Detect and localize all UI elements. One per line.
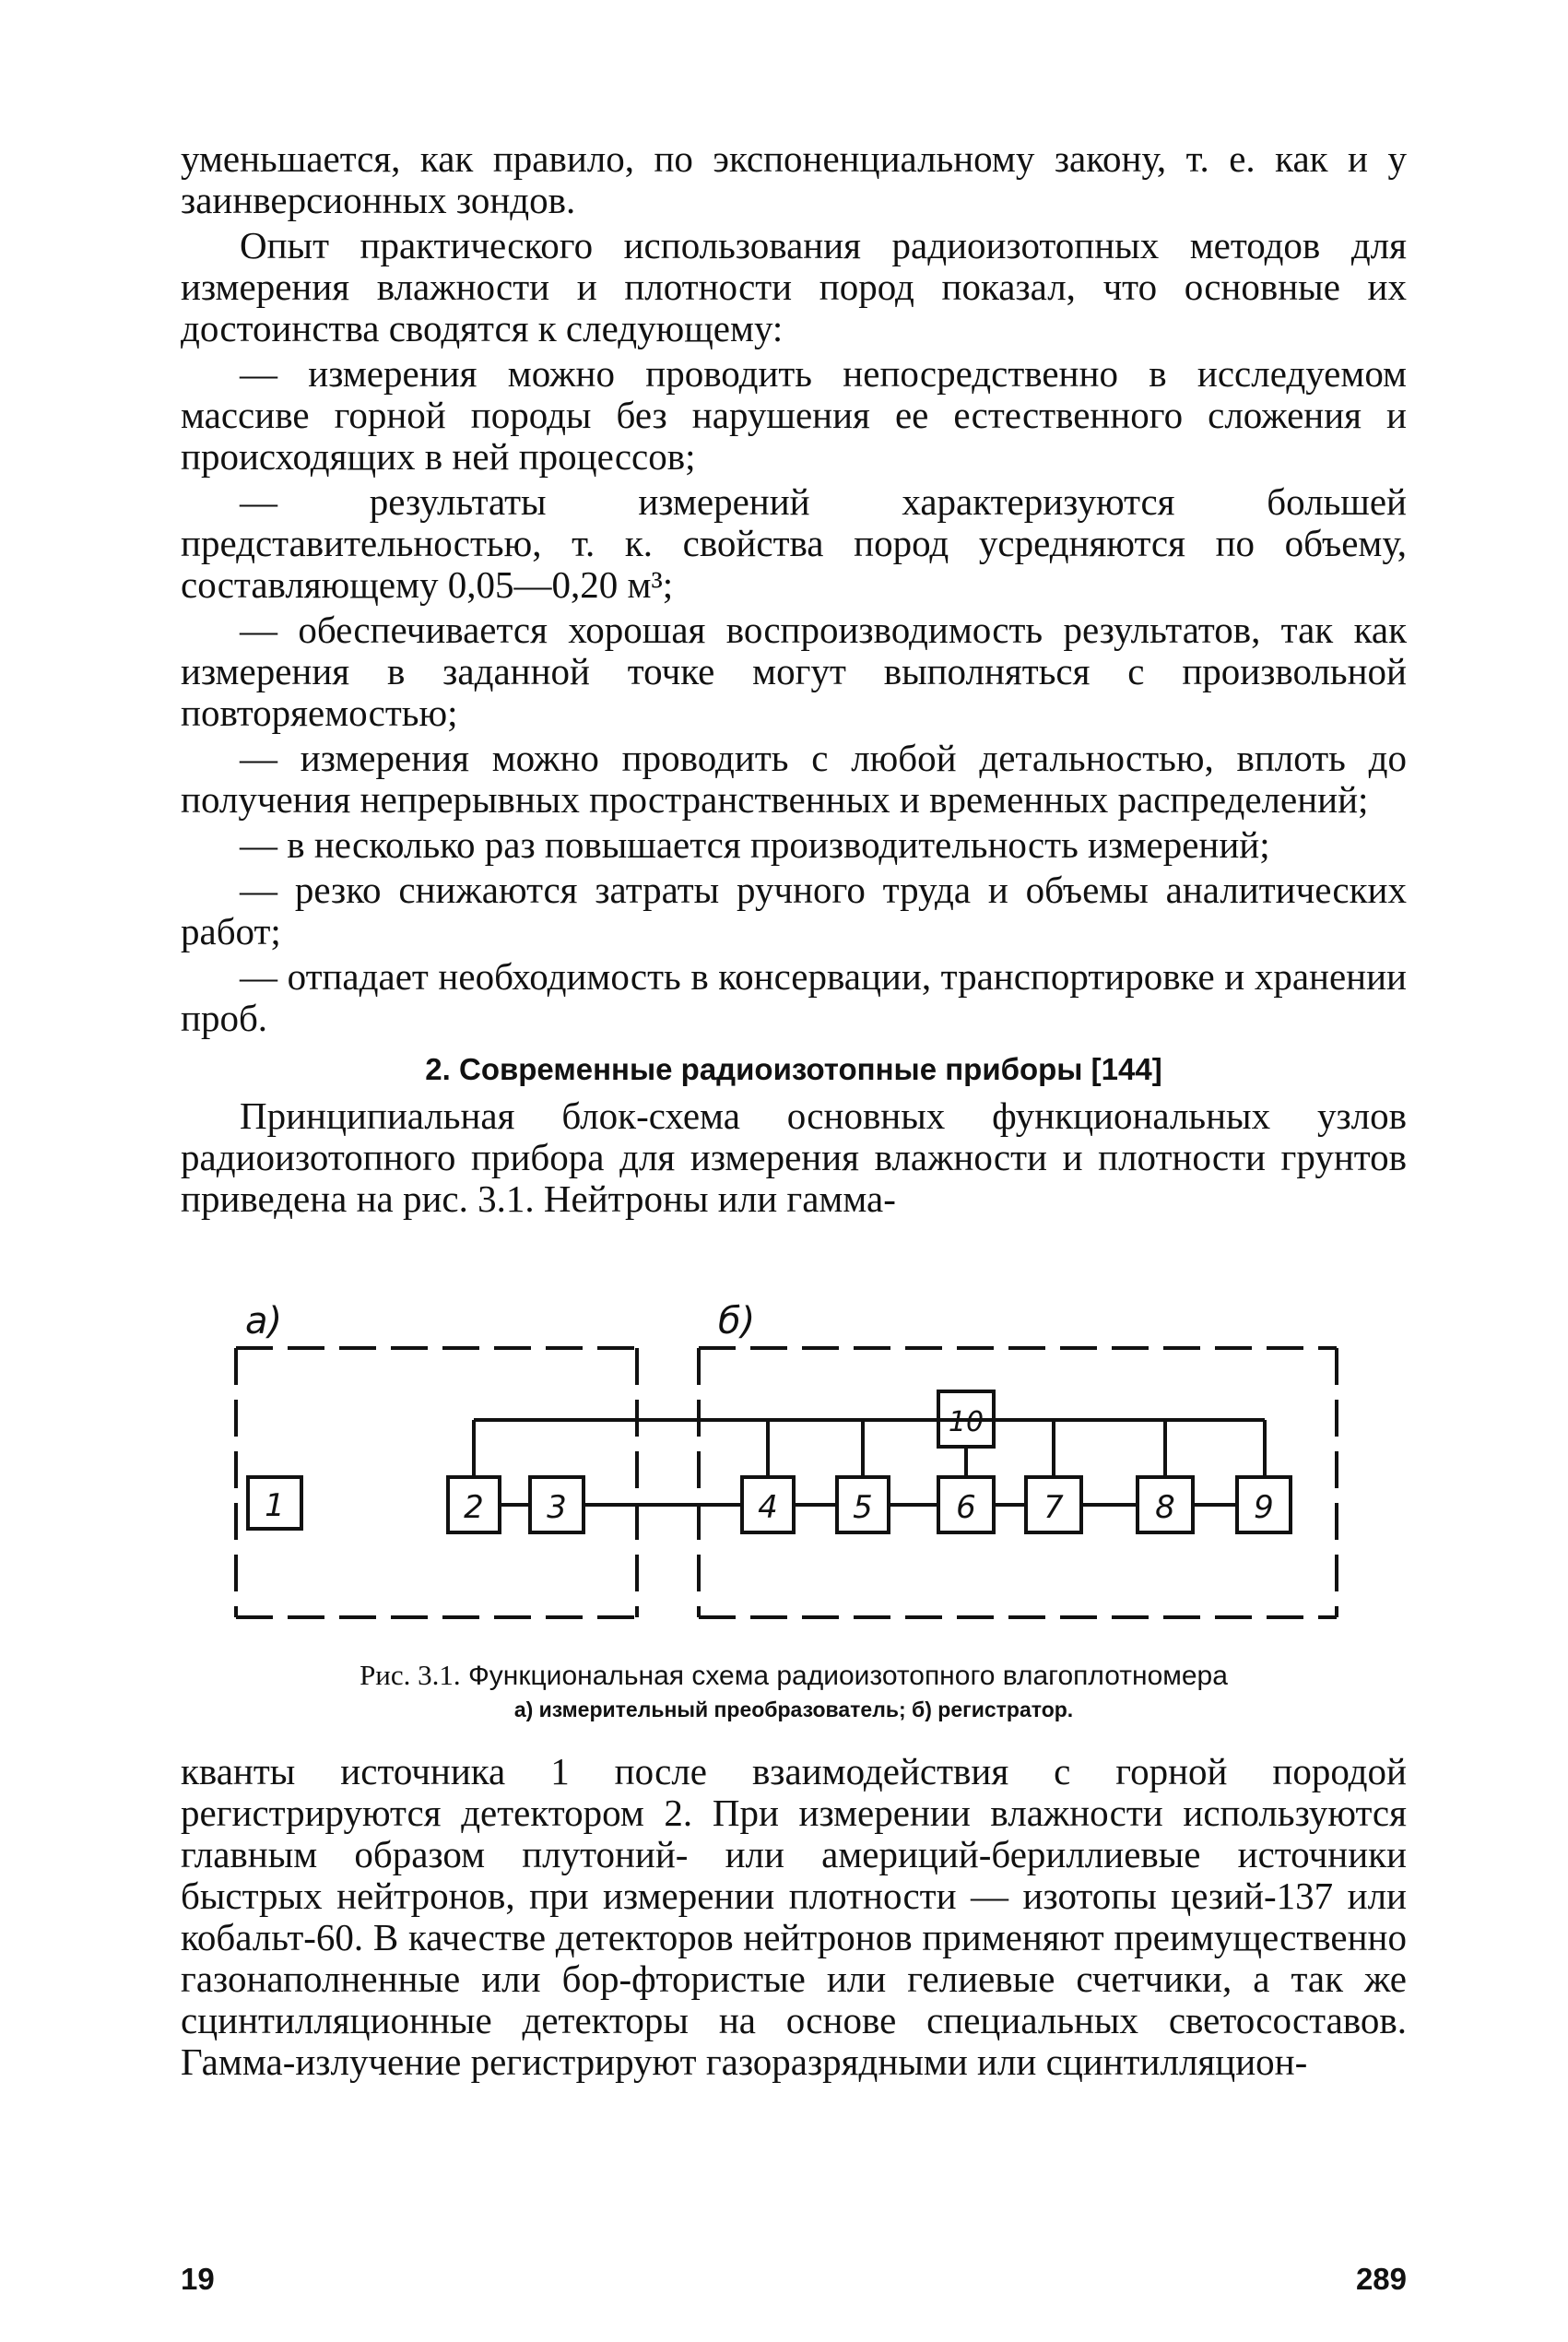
page-number-left: 19 [181,2262,215,2296]
text-top [181,138,1407,1224]
block-3-label: 3 [547,1489,567,1526]
list-item: — обеспечивается хорошая воспроизводимость результатов, так как измерения в заданной точке могут выполняться с произвольной повторяемостью; [181,609,1407,734]
caption-subtitle: а) измерительный преобразователь; б) регистратор. [513,1697,1074,1721]
block-5-label: 5 [853,1489,873,1526]
section-heading: 2. Современные радиоизотопные приборы [144] [425,1052,1162,1086]
block-7-label: 7 [1043,1489,1064,1526]
paragraph-block-scheme: Принципиальная блок-схема основных функциональных узлов радиоизотопного прибора для измерения влажности и плотности грунтов приведена на рис. 3.1. Нейтроны или гамма- [181,1094,1407,1220]
paragraph-continuation: уменьшается, как правило, по экспоненциальному закону, т. е. как и у заинверсионных зондов. [181,137,1407,221]
list-item: — результаты измерений характеризуются большей представительностью, т. к. свойства пород усредняются по объему, составляющему 0,05—0,20 м³; [181,480,1407,606]
caption-prefix: Рис. 3.1. [360,1659,461,1691]
block-4-label: 4 [758,1489,778,1526]
caption-title: Функциональная схема радиоизотопного влагоплотномера [468,1661,1228,1691]
list-item: — в несколько раз повышается производительность измерений; [240,823,1270,866]
label-b: б) [718,1300,756,1343]
frame-a [236,1348,637,1617]
block-10-label: 10 [948,1406,984,1438]
label-a: а) [245,1300,283,1343]
block-1-label: 1 [265,1487,285,1524]
block-8-label: 8 [1155,1489,1175,1526]
paragraph-detectors: кванты источника 1 после взаимодействия с горной породой регистрируются детектором 2. При измерении влажности используются главным образом плутоний- или америций-бериллиевые источники быстрых нейтронов, при измерении плотности — изотопы цезий-137 или кобальт-60. В качестве детекторов нейтронов применяют преимущественно газонаполненные или бор-фтористые или гелиевые счетчики, а так же сцинтилляционные детекторы на основе специальных светосоставов. Гамма-излучение регистрируют газоразрядными или сцинтилляцион- [181,1750,1407,2083]
list-item: — измерения можно проводить непосредственно в исследуемом массиве горной породы без нарушения ее естественного сложения и происходящих в ней процессов; [181,352,1407,478]
list-item: — отпадает необходимость в консервации, транспортировке и хранении проб. [181,955,1407,1039]
figure-caption [181,1657,1407,1724]
block-2-label: 2 [464,1489,484,1526]
figure-block-diagram [181,1300,1407,1650]
paragraph-advantages-intro: Опыт практического использования радиоизотопных методов для измерения влажности и плотности пород показал, что основные их достоинства сводятся к следующему: [181,224,1407,349]
list-item: — измерения можно проводить с любой детальностью, вплоть до получения непрерывных пространственных и временных распределений; [181,737,1407,821]
diagram-svg [181,1300,1407,1650]
page-number-right: 289 [1355,2262,1407,2296]
block-9-label: 9 [1254,1489,1274,1526]
list-item: — резко снижаются затраты ручного труда и объемы аналитических работ; [181,869,1407,952]
text-bottom [181,1751,1407,2087]
block-6-label: 6 [956,1489,976,1526]
